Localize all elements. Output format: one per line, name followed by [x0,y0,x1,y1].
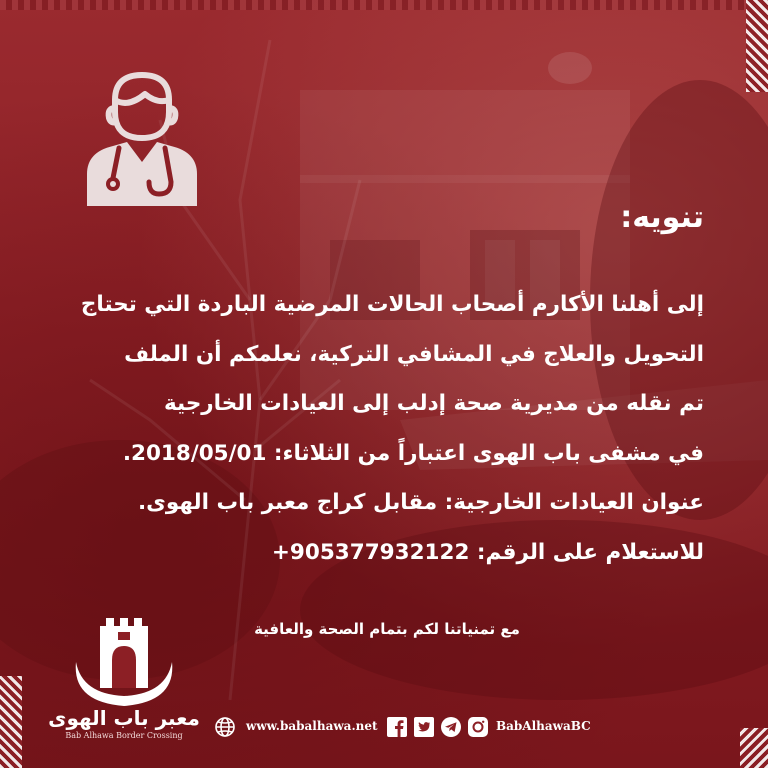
globe-icon [214,716,236,738]
twitter-icon[interactable] [413,716,435,738]
notice-line: تم نقله من مديرية صحة إدلب إلى العيادات الخارجية [164,391,704,416]
website-link[interactable]: www.babalhawa.net [246,719,378,733]
notice-line: إلى أهلنا الأكارم أصحاب الحالات المرضية الباردة التي تحتاج [80,292,704,317]
doctor-icon [83,70,201,210]
instagram-icon[interactable] [467,716,489,738]
facebook-icon[interactable] [386,716,408,738]
wish-text: مع تمنياتنا لكم بتمام الصحة والعافية [254,620,520,638]
notice-line: في مشفى باب الهوى اعتباراً من الثلاثاء: 2018/05/01. [122,440,704,466]
notice-phone-line: للاستعلام على الرقم: 905377932122+ [271,539,704,565]
notice-line: التحويل والعلاج في المشافي التركية، نعلمكم أن الملف [124,341,704,367]
notice-title: تنويه: [620,200,704,235]
logo-subtitle: Bab Alhawa Border Crossing [65,731,183,740]
top-right-pattern [746,0,768,92]
logo-name: معبر باب الهوى [48,706,200,730]
notice-line: عنوان العيادات الخارجية: مقابل كراج معبر باب الهوى. [138,490,704,515]
top-pattern-border [0,0,768,10]
bottom-left-pattern [0,676,22,768]
notice-body [64,280,704,577]
telegram-icon[interactable] [440,716,462,738]
social-handle: BabAlhawaBC [496,719,591,733]
footer-contacts [214,712,604,740]
bottom-right-pattern [740,728,768,768]
